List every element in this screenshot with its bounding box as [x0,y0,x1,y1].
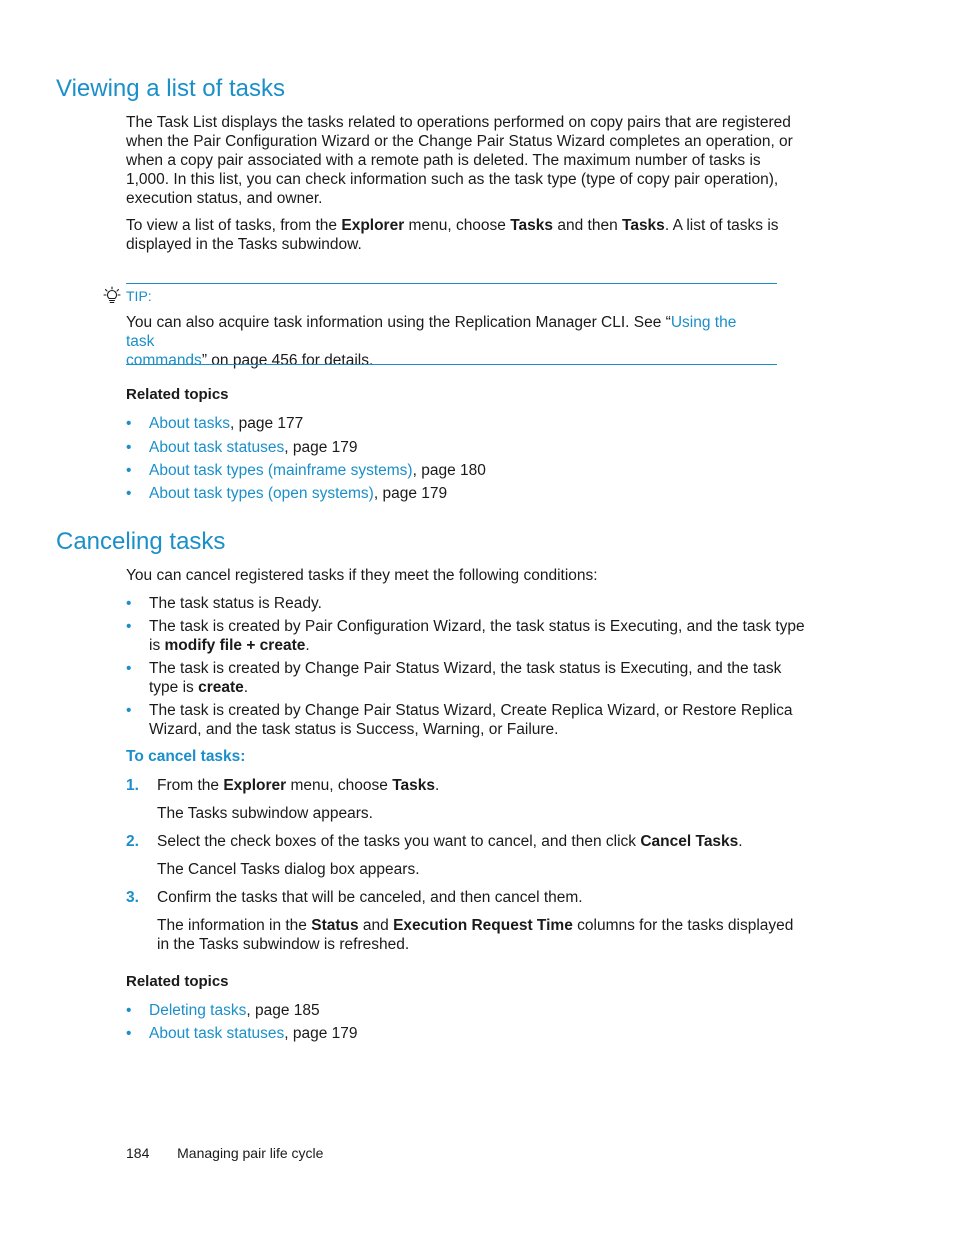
section-heading-viewing-tasks: Viewing a list of tasks [56,75,285,102]
text: and [358,917,394,934]
bullet-icon: • [126,618,132,635]
text: . A list of tasks is displayed in the Tasks subwindow. [126,217,779,253]
step-3-result [157,916,807,954]
text: columns for the tasks displayed in the Tasks subwindow is refreshed. [157,917,794,953]
chapter-title: Managing pair life cycle [177,1145,324,1161]
view-tasks-instructions [126,216,806,254]
text: To view a list of tasks, from the [126,217,342,234]
page-footer [126,1145,323,1161]
bullet-icon: • [126,595,132,612]
page-ref: , page 177 [230,415,304,432]
page-ref: , page 185 [246,1002,320,1019]
step-number: 2. [126,833,139,850]
tip-bottom-rule [126,364,777,365]
bullet-icon: • [126,439,132,456]
tasks-menu-term: Tasks [510,217,554,234]
procedure-title: To cancel tasks: [126,748,246,765]
text: The task is created by Change Pair Status Wizard, the task status is Executing, and the task type is [149,660,782,696]
text: The information in the [157,917,312,934]
text: menu, choose [404,217,511,234]
text: . [243,679,249,696]
page-ref: , page 179 [284,1025,358,1042]
page-ref: , page 179 [373,485,448,502]
about-task-types-mainframe-link[interactable]: About task types (mainframe systems) [149,462,413,479]
text: Select the check boxes of the tasks you want to cancel, and then click [157,833,641,850]
using-task-commands-link-cont[interactable]: commands [126,352,202,369]
bullet-icon: • [126,485,132,502]
condition-text: The task status is Ready. [149,595,322,612]
step-2-result: The Cancel Tasks dialog box appears. [157,861,420,878]
step-number: 3. [126,889,139,906]
tasks-menu-term: Tasks [392,777,436,794]
text: The task is created by Pair Configuration Wizard, the task status is Executing, and the task type is [149,618,805,654]
condition-text: The task is created by Change Pair Status Wizard, Create Replica Wizard, or Restore Replica Wizard, and the task status is Success, Warning, or Failure. [149,702,793,738]
lightbulb-icon [103,286,121,304]
explorer-menu-term: Explorer [223,777,287,794]
text: You can also acquire task information using the Replication Manager CLI. See “ [126,314,671,331]
bullet-icon: • [126,415,132,432]
tip-label: TIP: [126,288,152,304]
text: and then [553,217,622,234]
step-text: Confirm the tasks that will be canceled, and then cancel them. [157,889,583,906]
text: ” on page 456 for details. [201,352,374,369]
status-column-term: Status [311,917,359,934]
condition-text [149,659,809,697]
execution-request-time-term: Execution Request Time [393,917,573,934]
page-ref: , page 179 [284,439,358,456]
tip-text [126,313,766,370]
bullet-icon: • [126,1025,132,1042]
task-list-description: The Task List displays the tasks related to operations performed on copy pairs that are registered when the Pair Configuration Wizard or the Change Pair Status Wizard completes an operation, or when a copy pair associated with a remote path is deleted. The maximum number of tasks is 1,000. In this list, you can check information such as the task type (type of copy pair operation), execution status, and owner. [126,114,793,207]
related-topics-heading: Related topics [126,973,229,990]
bullet-icon: • [126,702,132,719]
explorer-menu-term: Explorer [341,217,405,234]
text: From the [157,777,224,794]
deleting-tasks-link[interactable]: Deleting tasks [149,1002,247,1019]
text: . [305,637,310,654]
tip-top-rule [126,283,777,284]
bullet-icon: • [126,660,132,677]
about-task-types-open-link[interactable]: About task types (open systems) [149,485,374,502]
text: . [435,777,440,794]
bullet-icon: • [126,1002,132,1019]
related-topics-heading: Related topics [126,386,229,403]
bullet-icon: • [126,462,132,479]
about-tasks-link[interactable]: About tasks [149,415,230,432]
cancel-intro: You can cancel registered tasks if they meet the following conditions: [126,567,598,584]
task-type-term: modify file + create [164,637,306,654]
using-task-commands-link[interactable]: Using the task [126,314,737,350]
cancel-tasks-button-term: Cancel Tasks [640,833,739,850]
step-1-result: The Tasks subwindow appears. [157,805,373,822]
about-task-statuses-link[interactable]: About task statuses [149,1025,285,1042]
about-task-statuses-link[interactable]: About task statuses [149,439,285,456]
text: menu, choose [286,777,393,794]
section-heading-canceling-tasks: Canceling tasks [56,528,226,555]
text: . [738,833,743,850]
tasks-submenu-term: Tasks [622,217,665,234]
condition-text [149,617,809,655]
step-number: 1. [126,777,139,794]
page-ref: , page 180 [412,462,486,479]
page-number: 184 [126,1145,150,1161]
task-type-term: create [198,679,244,696]
